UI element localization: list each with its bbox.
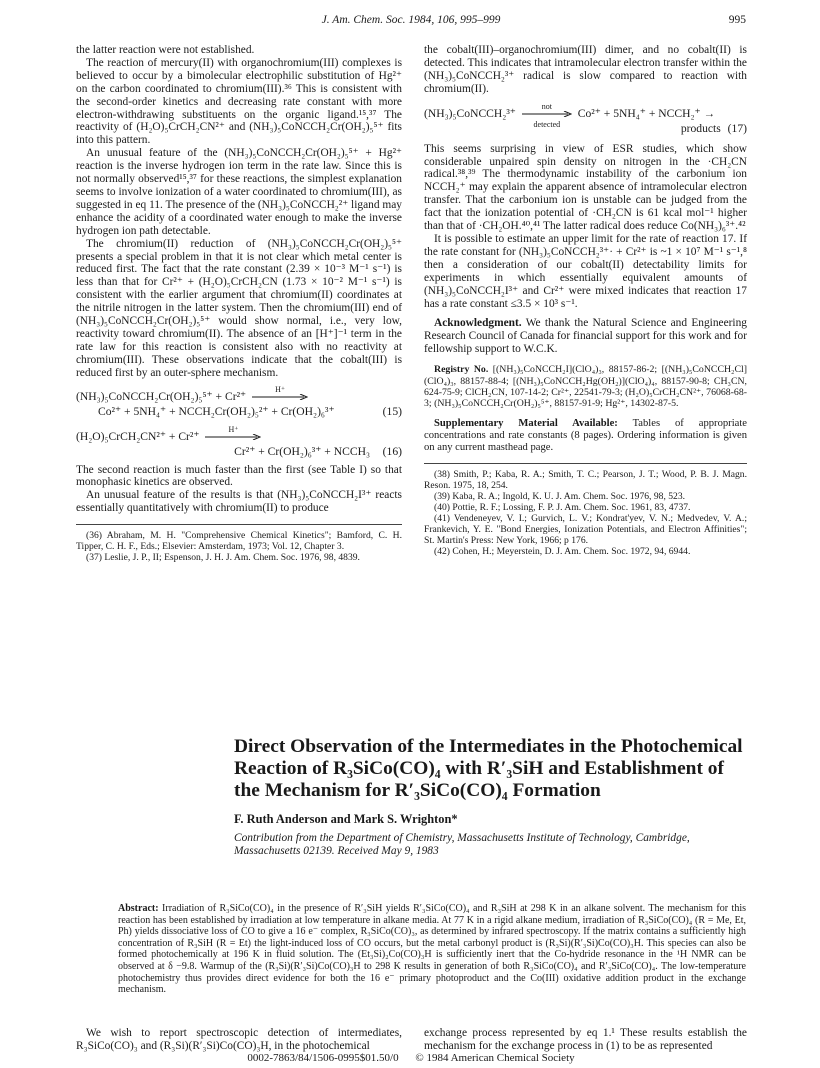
arrow-label: H⁺	[228, 424, 239, 434]
footnote-divider	[76, 524, 402, 525]
abstract	[118, 903, 746, 996]
footnotes	[424, 469, 747, 557]
paragraph: the cobalt(III)–organochromium(III) dimer, and no cobalt(II) is detected. This indicates that intramolecular electron transfer within the (NH₃)₅CoNCCH₂³⁺ radical is slow compared to reaction with chromium(II).	[424, 44, 747, 95]
article-affiliation: Contribution from the Department of Chemistry, Massachusetts Institute of Technology, Cambridge, Massachusetts 02139. Received May 9, 1983	[234, 832, 690, 857]
equation-lhs: (NH₃)₅CoNCCH₂³⁺	[424, 106, 516, 120]
paragraph: This seems surprising in view of ESR studies, which show considerable unpaired spin density on nitrogen in the ·CH₂CN radical.³⁸,³⁹ The thermodynamic instability of the carbonium ion NCCH₂⁺ may explain the apparent absence of intramolecular electron transfer. That the carbonium ion is unstable can be judged from the fact that the ionization potential of ·CH₂CN is 61 kcal mol⁻¹ higher than that of ·CH₂OH.⁴⁰,⁴¹ The latter radical does reduce Co(NH₃)₆³⁺.⁴²	[424, 142, 747, 233]
footnote: (42) Cohen, H.; Meyerstein, D. J. Am. Chem. Soc. 1972, 94, 6944.	[434, 546, 691, 558]
abstract-label: Abstract:	[118, 903, 159, 914]
equation-number: (15)	[382, 404, 402, 418]
registry-text: [(NH₃)₅CoNCCH₂I](ClO₄)₃, 88157-86-2; [(NH₃)₅CoNCCH₂Cl](ClO₄)₃, 88157-88-4; [(NH₃)₅CoNCCH₂Hg(OH₂)](ClO₄)₄, 88157-90-8; CH₃CN, 624-75-9; ClCH₂CN, 107-14-2; Cr²⁺, 22541-79-3; (H₂O)₅CrCH₂CN²⁺, 76068-68-3; (NH₃)₅CoNCCH₂Cr(OH₂)₅⁵⁺, 88157-91-9; Hg²⁺, 14302-87-5.	[424, 364, 747, 410]
equation-15	[76, 384, 402, 419]
reaction-arrow-icon	[205, 424, 261, 443]
right-column	[424, 44, 747, 557]
equation-number: (16)	[382, 444, 402, 458]
paragraph: the latter reaction were not established.	[76, 44, 255, 56]
supplementary-material	[424, 418, 747, 455]
equation-rhs: Co²⁺ + 5NH₄⁺ + NCCH₂⁺ →	[577, 106, 716, 120]
arrow-label: not	[541, 101, 552, 111]
paragraph: An unusual feature of the results is that (NH₃)₅CoNCCH₂I³⁺ reacts essentially quantitatively with chromium(II) to produce	[76, 489, 402, 515]
arrow-sublabel: detected	[533, 119, 561, 129]
equation-lhs: (NH₃)₅CoNCCH₂Cr(OH₂)₅⁵⁺ + Cr²⁺	[76, 389, 247, 403]
paragraph: It is possible to estimate an upper limit for the rate of reaction 17. If the rate constant for (NH₃)₅CoNCCH₂³⁺· + Cr²⁺ is ~1 × 10⁷ M⁻¹ s⁻¹,⁸ then a consideration of our cobalt(II) detectability limits for experiments in which essentially equivalent amounts of (NH₃)₅CoNCCH₂I³⁺ and Cr²⁺ were mixed indicates that reaction 17 has a rate constant ≤3.5 × 10³ s⁻¹.	[424, 232, 747, 310]
footnote: (38) Smith, P.; Kaba, R. A.; Smith, T. C.; Pearson, J. T.; Wood, P. B. J. Magn. Reson. 1975, 18, 254.	[424, 469, 747, 492]
reaction-arrow-icon	[252, 384, 308, 403]
arrow-label: H⁺	[275, 384, 286, 394]
acknowledgment-text: We thank the Natural Science and Engineering Research Council of Canada for financial support for this work and for fellowship support to W.C.K.	[424, 317, 747, 356]
footnote: (36) Abraham, M. H. "Comprehensive Chemical Kinetics"; Bamford, C. H. Tipper, C. H. F., Eds.; Elsevier: Amsterdam, 1973; Vol. 12, Chapter 3.	[76, 530, 402, 553]
footnote: (37) Leslie, J. P., II; Espenson, J. H. J. Am. Chem. Soc. 1976, 98, 4839.	[86, 552, 360, 564]
footnote: (41) Vendeneyev, V. I.; Gurvich, L. V.; Kondrat'yev, V. N.; Medvedev, V. A.; Frankevich, Y. E. "Bond Energies, Ionization Potentials, and Electron Affinities"; St. Martin's Press: New York, 1966; p 176.	[424, 513, 747, 547]
equation-rhs: Cr²⁺ + Cr(OH₂)₆³⁺ + NCCH₃	[234, 444, 370, 458]
paragraph: An unusual feature of the (NH₃)₅CoNCCH₂Cr(OH₂)₅⁵⁺ + Hg²⁺ reaction is the inverse hydrogen ion term in the rate law. Since this is not normally observed¹⁵,³⁷ for these reactions, the simplest explanation seems to involve ionization of a water coordinated to chromium(III), as suggested in eq 11. The presence of the (NH₃)₅CoNCCH₂²⁺ ligand may enhance the acidity of a coordinated water enough to make the inverse hydrogen ion path detectable.	[76, 147, 402, 237]
footnote: (40) Pottie, R. F.; Lossing, F. P. J. Am. Chem. Soc. 1961, 83, 4737.	[434, 502, 691, 514]
left-column	[76, 44, 402, 563]
page-footer	[76, 1052, 746, 1064]
equation-16	[76, 424, 402, 459]
reaction-arrow-icon	[522, 101, 572, 129]
paragraph: The chromium(II) reduction of (NH₃)₅CoNCCH₂Cr(OH₂)₅⁵⁺ presents a special problem in that it is not clear which metal center is reduced first. The fact that the rate constant (2.39 × 10⁻³ M⁻¹ s⁻¹) is less than that for Cr²⁺ + (H₂O)₅CrCH₂CN (1.73 × 10⁻² M⁻¹ s⁻¹) is consistent with the earlier argument that chromium(II) coordinates at the nitrile nitrogen in the latter system. Then the chromium(III) end of (NH₃)₅CoNCCH₂Cr(OH₂)₅⁵⁺ would show normal, i.e., very low, reactivity toward chromium(II). The absence of an [H⁺]⁻¹ term in the rate law for this reaction is consistent also with no reactivity at chromium(III). These observations indicate that the cobalt(III) is reduced first by an outer-sphere mechanism.	[76, 237, 402, 379]
copyright: © 1984 American Chemical Society	[415, 1052, 575, 1064]
running-header	[76, 14, 746, 30]
article-title: Direct Observation of the Intermediates in the Photochemical Reaction of R₃SiCo(CO)₄ with R′₃SiH and Establishment of the Mechanism for R′₃SiCo(CO)₄ Formation	[234, 736, 743, 801]
supplementary-label: Supplementary Material Available:	[434, 417, 618, 429]
body-text-start-right: exchange process represented by eq 1.¹ These results establish the mechanism for the exchange process in (1) to be as represented	[424, 1027, 747, 1052]
equation-rhs: Co²⁺ + 5NH₄⁺ + NCCH₂Cr(OH₂)₅²⁺ + Cr(OH₂)₆³⁺	[98, 404, 335, 418]
paragraph: The second reaction is much faster than the first (see Table I) so that monophasic kinetics are observed.	[76, 463, 402, 489]
paragraph: The reaction of mercury(II) with organochromium(III) complexes is believed to occur by a bimolecular electrophilic substitution of Hg²⁺ on the carbon coordinated to chromium(III).³⁶ This is consistent with the second-order kinetics and decreasing rate constant with more electron-withdrawing substituents on the organic ligand.¹⁵,³⁷ The reactivity of (H₂O)₅CrCH₂CN²⁺ and (NH₃)₅CoNCCH₂Cr(OH₂)₅⁵⁺ fits into this pattern.	[76, 56, 402, 147]
acknowledgment	[424, 317, 747, 356]
equation-17	[424, 101, 747, 136]
supplementary-text: Tables of appropriate concentrations and rate constants (8 pages). Ordering information is given on any current masthead page.	[424, 417, 747, 454]
abstract-text: Irradiation of R₃SiCo(CO)₄ in the presence of R′₃SiH yields R′₃SiCo(CO)₄ and R₃SiH at 298 K in an alkane solvent. The mechanism for this reaction has been established by irradiation at low temperature in alkane media. At 77 K in a rigid alkane medium, irradiation of R₃SiCo(CO)₄ (R = Me, Et, Ph) yields dissociative loss of CO to give a 16 e⁻ complex, R₃SiCo(CO)₃, as determined by infrared spectroscopy. If the matrix contains a sufficiently high concentration of R₃SiH (R = Et) the light-induced loss of CO occurs, but the metal carbonyl product is (R₃Si)(R′₃Si)Co(CO)₃H. This species can also be formed photochemically at 196 K in fluid solution. The (Et₃Si)₂Co(CO)₃H is sufficiently inert that the Co-hydride resonance in the ¹H NMR can be observed at δ −9.8. Warmup of the (R₃Si)(R′₃Si)Co(CO)₃H to 298 K results in generation of both R₃SiCo(CO)₄ and R′₃SiCo(CO)₄. The low-temperature photochemistry thus provides direct evidence for both the 16 e⁻ primary photoproduct and the Co(III) oxidative addition product in the exchange mechanism.	[118, 903, 747, 996]
article-code: 0002-7863/84/1506-0995$01.50/0	[247, 1052, 399, 1064]
article-authors: F. Ruth Anderson and Mark S. Wrighton*	[234, 812, 458, 826]
acknowledgment-label: Acknowledgment.	[434, 317, 522, 330]
footnote: (39) Kaba, R. A.; Ingold, K. U. J. Am. Chem. Soc. 1976, 98, 523.	[434, 491, 686, 503]
page-number: 995	[728, 14, 746, 26]
footnote-divider	[424, 463, 747, 464]
equation-number: (17)	[727, 121, 747, 135]
registry-numbers	[424, 364, 747, 410]
body-text-start: We wish to report spectroscopic detection of intermediates, R₃SiCo(CO)₃ and (R₃Si)(R′₃Si)Co(CO)₃H, in the photochemical	[76, 1027, 402, 1052]
footnotes	[76, 530, 402, 563]
article-header	[234, 736, 746, 858]
registry-label: Registry No.	[434, 364, 489, 376]
equation-lhs: (H₂O)₅CrCH₂CN²⁺ + Cr²⁺	[76, 429, 200, 443]
equation-continuation: products	[680, 121, 721, 135]
journal-citation: J. Am. Chem. Soc. 1984, 106, 995–999	[321, 14, 501, 26]
